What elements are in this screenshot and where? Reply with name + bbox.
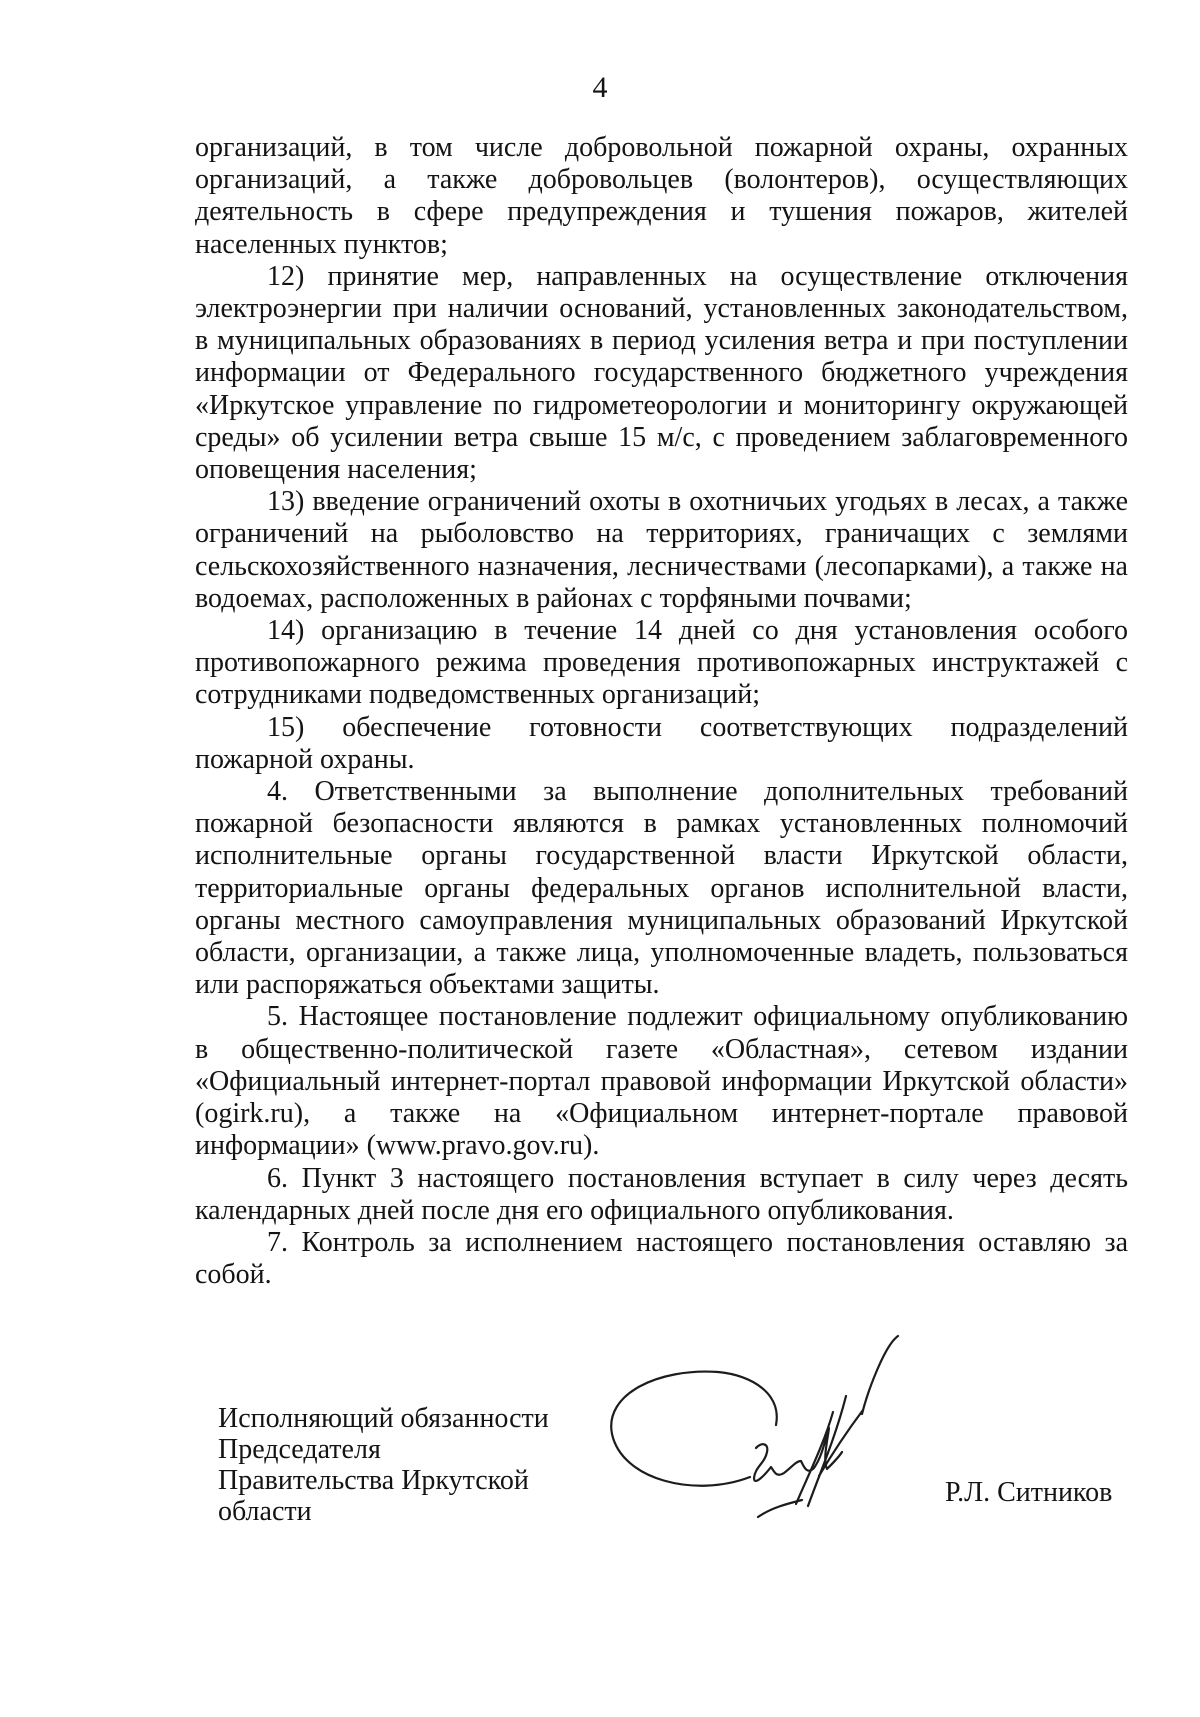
paragraph: 14) организацию в течение 14 дней со дня установления особого противопожарного режима проведения противопожарных инструктажей с сотрудниками подведомственных организаций; [195, 615, 1128, 711]
signer-name: Р.Л. Ситников [945, 1477, 1113, 1508]
signatory-title [218, 1403, 578, 1527]
page-number: 4 [592, 71, 608, 104]
handwritten-signature [600, 1330, 940, 1585]
paragraph: 13) введение ограничений охоты в охотничьих угодьях в лесах, а также ограничений на рыболовство на территориях, граничащих с землями сельскохозяйственного назначения, лесничествами (лесопарками), а также на водоемах, расположенных в районах с торфяными почвами; [195, 486, 1128, 614]
signatory-title-line: Правительства Иркутской [218, 1465, 529, 1496]
paragraph: 4. Ответственными за выполнение дополнительных требований пожарной безопасности являются в рамках установленных полномочий исполнительные органы государственной власти Иркутской области, территориальные органы федеральных органов исполнительной власти, органы местного самоуправления муниципальных образований Иркутской области, организации, а также лица, уполномоченные владеть, пользоваться или распоряжаться объектами защиты. [195, 776, 1128, 1001]
document-body [195, 132, 1128, 1291]
paragraph: 5. Настоящее постановление подлежит официальному опубликованию в общественно-политической газете «Областная», сетевом издании «Официальный интернет-портал правовой информации Иркутской области» (ogirk.ru), а также на «Официальном интернет-портале правовой информации» (www.pravo.gov.ru). [195, 1001, 1128, 1162]
paragraph: 6. Пункт 3 настоящего постановления вступает в силу через десять календарных дней после дня его официального опубликования. [195, 1162, 1128, 1226]
signatory-title-line: области [218, 1496, 312, 1527]
paragraph: 15) обеспечение готовности соответствующих подразделений пожарной охраны. [195, 711, 1128, 775]
paragraph: 7. Контроль за исполнением настоящего постановления оставляю за собой. [195, 1226, 1128, 1291]
paragraph: 12) принятие мер, направленных на осуществление отключения электроэнергии при наличии оснований, установленных законодательством, в муниципальных образованиях в период усиления ветра и при поступлении информации от Федерального государственного бюджетного учреждения «Иркутское управление по гидрометеорологии и мониторингу окружающей среды» об усилении ветра свыше 15 м/с, с проведением заблаговременного оповещения населения; [195, 260, 1128, 486]
signatory-title-line: Председателя [218, 1434, 381, 1465]
signatory-title-line: Исполняющий обязанности [218, 1403, 549, 1434]
paragraph: организаций, в том числе добровольной пожарной охраны, охранных организаций, а также добровольцев (волонтеров), осуществляющих деятельность в сфере предупреждения и тушения пожаров, жителей населенных пунктов; [195, 132, 1128, 260]
